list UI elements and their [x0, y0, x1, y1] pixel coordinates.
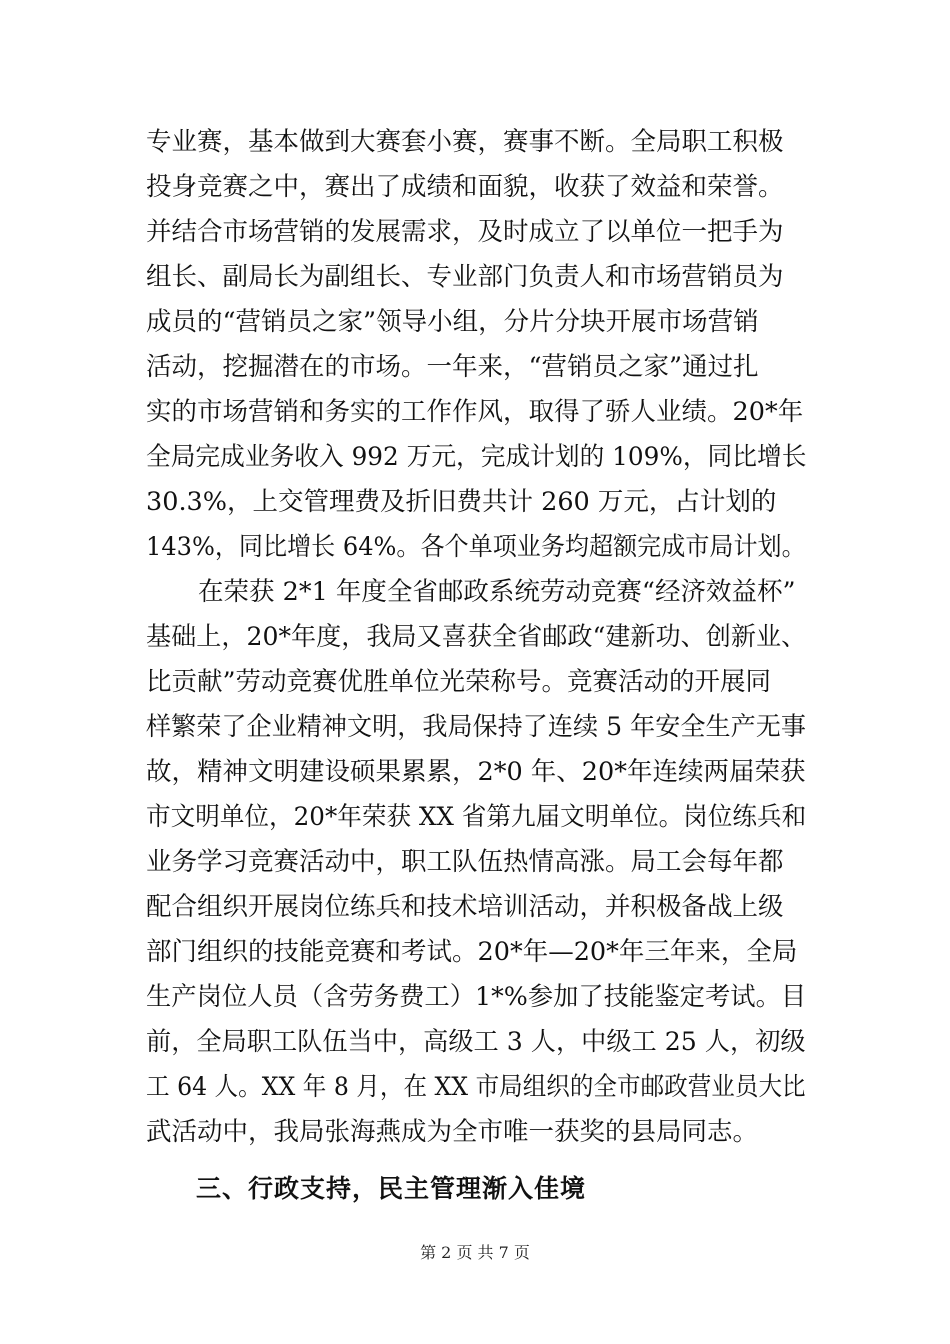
- text-line: 在荣获 2*1 年度全省邮政系统劳动竞赛“经济效益杯”: [198, 577, 796, 607]
- text-line: 部门组织的技能竞赛和考试。20*年—20*年三年来，全局: [146, 937, 798, 967]
- text-line: 全局完成业务收入 992 万元，完成计划的 109%，同比增长: [146, 442, 807, 472]
- text-line: 配合组织开展岗位练兵和技术培训活动，并积极备战上级: [146, 892, 784, 922]
- text-line: 故，精神文明建设硕果累累，2*0 年、20*年连续两届荣获: [146, 757, 806, 787]
- page-footer: 第 2 页 共 7 页: [420, 1243, 530, 1262]
- text-line: 专业赛，基本做到大赛套小赛，赛事不断。全局职工积极: [146, 127, 784, 157]
- text-line: 实的市场营销和务实的工作作风，取得了骄人业绩。20*年: [146, 397, 804, 427]
- text-line: 市文明单位，20*年荣获 XX 省第九届文明单位。岗位练兵和: [146, 802, 807, 832]
- text-line: 投身竞赛之中，赛出了成绩和面貌，收获了效益和荣誉。: [146, 172, 784, 202]
- text-line: 生产岗位人员（含劳务费工）1*%参加了技能鉴定考试。目: [146, 982, 807, 1012]
- section-heading: 三、行政支持，民主管理渐入佳境: [196, 1174, 587, 1203]
- text-line: 30.3%，上交管理费及折旧费共计 260 万元，占计划的: [146, 487, 777, 517]
- text-line: 并结合市场营销的发展需求，及时成立了以单位一把手为: [146, 217, 784, 247]
- text-line: 样繁荣了企业精神文明，我局保持了连续 5 年安全生产无事: [146, 712, 806, 742]
- text-line: 成员的“营销员之家”领导小组，分片分块开展市场营销: [146, 307, 759, 337]
- text-line: 业务学习竞赛活动中，职工队伍热情高涨。局工会每年都: [146, 847, 784, 877]
- text-line: 武活动中，我局张海燕成为全市唯一获奖的县局同志。: [146, 1117, 759, 1147]
- text-line: 143%，同比增长 64%。各个单项业务均超额完成市局计划。: [146, 532, 806, 562]
- text-line: 工 64 人。XX 年 8 月，在 XX 市局组织的全市邮政营业员大比: [146, 1072, 806, 1102]
- text-line: 基础上，20*年度，我局又喜获全省邮政“建新功、创新业、: [146, 622, 807, 652]
- text-line: 组长、副局长为副组长、专业部门负责人和市场营销员为: [146, 262, 784, 292]
- text-line: 活动，挖掘潜在的市场。一年来，“营销员之家”通过扎: [146, 352, 759, 382]
- text-line: 比贡献”劳动竞赛优胜单位光荣称号。竞赛活动的开展同: [146, 667, 772, 697]
- text-line: 前，全局职工队伍当中，高级工 3 人，中级工 25 人，初级: [146, 1027, 806, 1057]
